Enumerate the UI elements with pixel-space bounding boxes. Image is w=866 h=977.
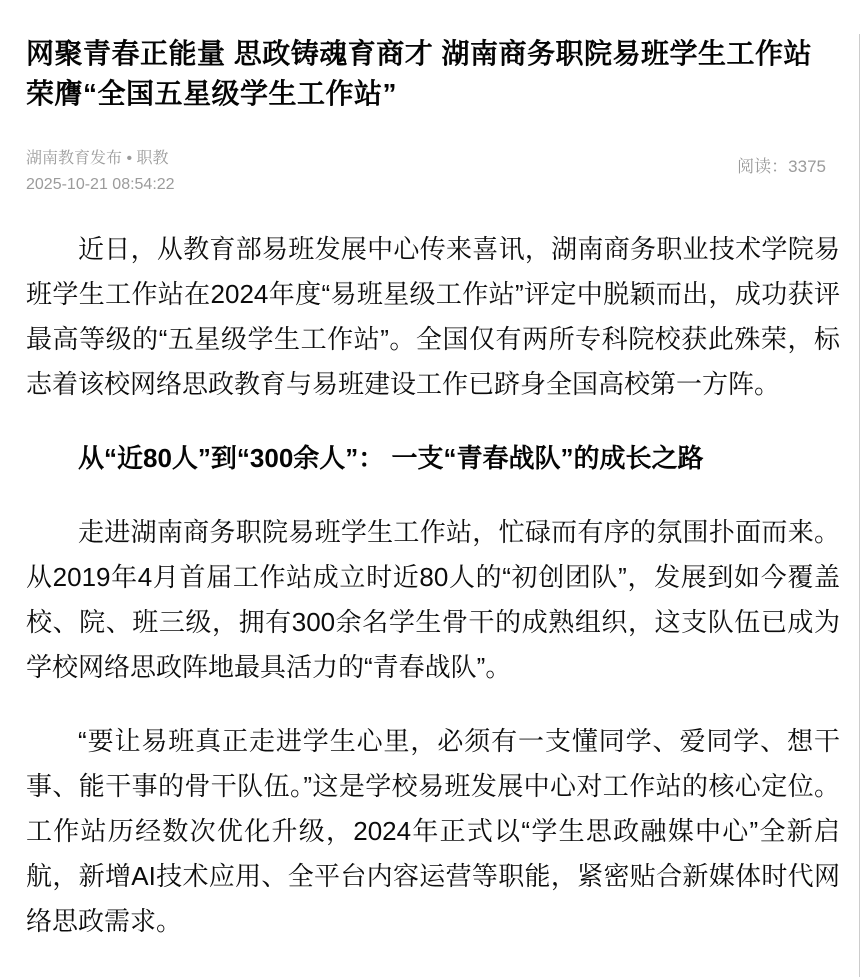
- article-paragraph: 近日，从教育部易班发展中心传来喜讯，湖南商务职业技术学院易班学生工作站在2024年度“易班星级工作站”评定中脱颖而出，成功获评最高等级的“五星级学生工作站”。全国仅有两所专科院校获此殊荣，标志着该校网络思政教育与易班建设工作已跻身全国高校第一方阵。: [26, 234, 840, 399]
- article-page: [0, 34, 866, 977]
- article-content: [0, 34, 866, 944]
- article-paragraph: “要让易班真正走进学生心里，必须有一支懂同学、爱同学、想干事、能干事的骨干队伍。”这是学校易班发展中心对工作站的核心定位。工作站历经数次优化升级，2024年正式以“学生思政融媒中心”全新启航，新增AI技术应用、全平台内容运营等职能，紧密贴合新媒体时代网络思政需求。: [26, 726, 840, 936]
- right-border-line: [859, 34, 860, 977]
- meta-source: 湖南教育发布 • 职教: [26, 150, 169, 167]
- page-title: 网聚青春正能量 思政铸魂育商才 湖南商务职院易班学生工作站荣膺“全国五星级学生工作站”: [26, 38, 813, 109]
- read-count: 阅读：3375: [737, 157, 826, 176]
- meta-left: [26, 146, 175, 198]
- article-body: [26, 227, 840, 944]
- article-paragraph: 走进湖南商务职院易班学生工作站，忙碌而有序的氛围扑面而来。从2019年4月首届工作站成立时近80人的“初创团队”，发展到如今覆盖校、院、班三级，拥有300余名学生骨干的成熟组织，这支队伍已成为学校网络思政阵地最具活力的“青春战队”。: [26, 517, 840, 682]
- article-meta: [26, 146, 840, 198]
- section-heading: 从“近80人”到“300余人”： 一支“青春战队”的成长之路: [78, 443, 704, 473]
- meta-publish-time: 2025-10-21 08:54:22: [26, 176, 175, 193]
